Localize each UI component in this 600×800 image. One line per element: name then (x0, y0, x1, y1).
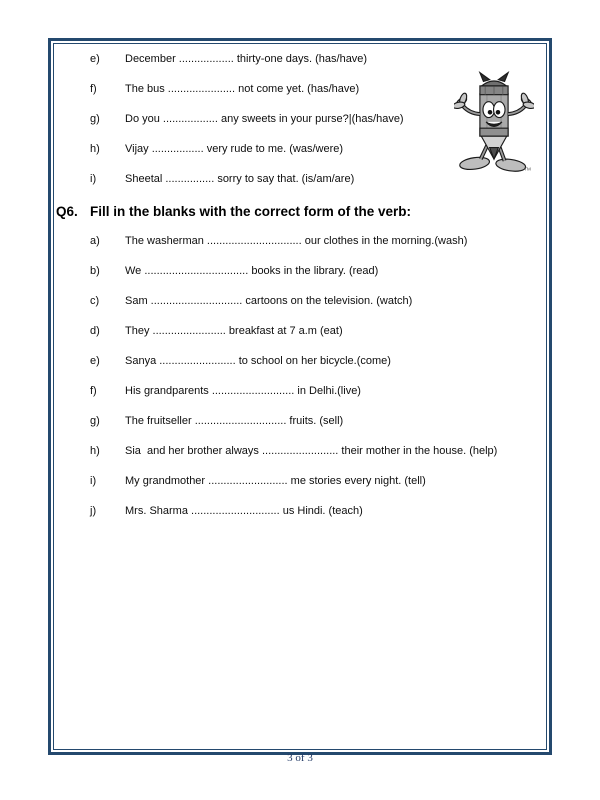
page-number: 3 of 3 (287, 752, 313, 764)
item-text: The fruitseller .............................. fruits. (sell) (125, 415, 344, 427)
item-text: Sheetal ................ sorry to say that. (is/am/are) (125, 173, 355, 185)
list-item (54, 475, 546, 505)
item-letter: b) (90, 265, 100, 277)
item-text: My grandmother .......................... me stories every night. (tell) (125, 475, 426, 487)
item-letter: h) (90, 445, 100, 457)
item-text: They ........................ breakfast at 7 a.m (eat) (125, 325, 343, 337)
item-letter: e) (90, 355, 100, 367)
list-item (54, 355, 546, 385)
item-letter: f) (90, 83, 97, 95)
list-item (54, 295, 546, 325)
item-text: His grandparents ........................... in Delhi.(live) (125, 385, 361, 397)
list-item (54, 445, 546, 475)
list-item (54, 325, 546, 355)
item-text: Sanya ......................... to school on her bicycle.(come) (125, 355, 391, 367)
list-item (54, 235, 546, 265)
item-text: The washerman ............................... our clothes in the morning.(wash) (125, 235, 468, 247)
trademark-text: TM (523, 167, 531, 173)
list-item (54, 173, 546, 203)
item-letter: d) (90, 325, 100, 337)
item-text: December .................. thirty-one days. (has/have) (125, 53, 368, 65)
item-text: Mrs. Sharma ............................. us Hindi. (teach) (125, 505, 363, 517)
item-letter: i) (90, 475, 97, 487)
pencil-mascot-image (454, 70, 534, 174)
item-text: Sia and her brother always ......................... their mother in the house. (help) (125, 445, 498, 457)
list-item (54, 505, 546, 535)
item-text: The bus ...................... not come yet. (has/have) (125, 83, 360, 95)
item-letter: g) (90, 113, 100, 125)
item-letter: e) (90, 53, 100, 65)
item-letter: f) (90, 385, 97, 397)
item-letter: i) (90, 173, 97, 185)
list-item (54, 265, 546, 295)
item-letter: j) (90, 505, 97, 517)
item-text: Vijay ................. very rude to me. (was/were) (125, 143, 344, 155)
item-text: We .................................. books in the library. (read) (125, 265, 379, 277)
item-text: Sam .............................. cartoons on the television. (watch) (125, 295, 413, 307)
item-text: Do you .................. any sweets in your purse?|(has/have) (125, 113, 404, 125)
item-letter: a) (90, 235, 100, 247)
item-letter: h) (90, 143, 100, 155)
list-item (54, 385, 546, 415)
item-letter: g) (90, 415, 100, 427)
question-number: Q6. (56, 204, 78, 219)
list-item (54, 415, 546, 445)
question-title: Fill in the blanks with the correct form of the verb: (90, 204, 412, 219)
question-heading (56, 203, 546, 221)
item-letter: c) (90, 295, 100, 307)
